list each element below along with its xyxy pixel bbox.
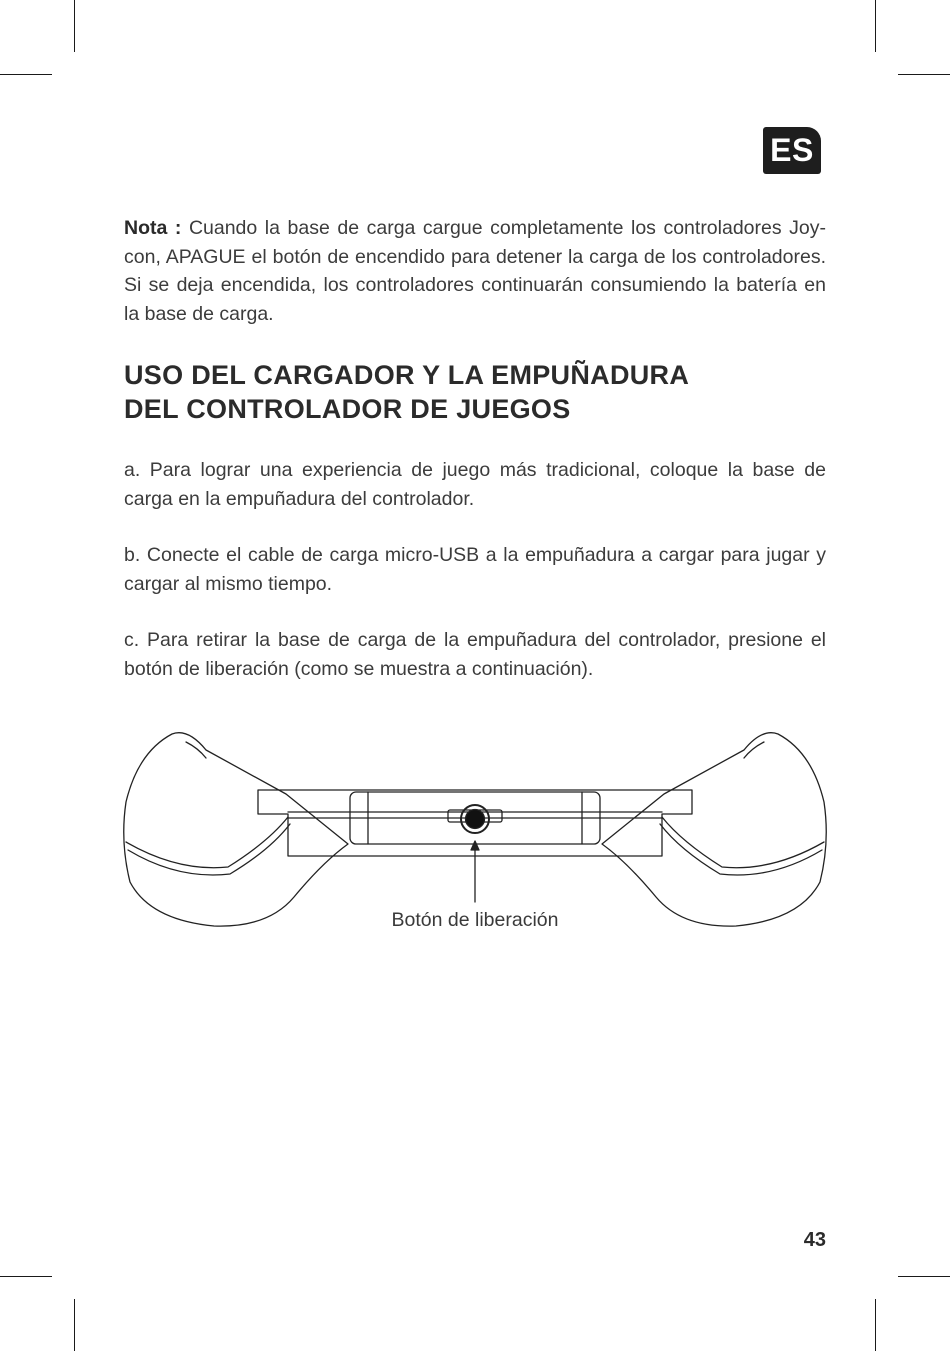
- crop-mark-bottom-left-horizontal: [0, 1276, 52, 1277]
- left-grip: [124, 733, 348, 926]
- page-number: 43: [803, 1229, 826, 1251]
- release-button: [466, 810, 485, 829]
- note-paragraph: [124, 214, 826, 328]
- step-c: c. Para retirar la base de carga de la empuñadura del controlador, presione el botón de liberación (como se muestra a continuación).: [124, 629, 826, 680]
- crop-mark-bottom-right-horizontal: [898, 1276, 950, 1277]
- section-heading-line-1: USO DEL CARGADOR Y LA EMPUÑADURA: [124, 360, 690, 390]
- pointer-arrowhead: [471, 841, 479, 850]
- section-heading-line-2: DEL CONTROLADOR DE JUEGOS: [124, 394, 571, 424]
- note-label: Nota :: [124, 217, 182, 239]
- step-b: b. Conecte el cable de carga micro-USB a la empuñadura a cargar para jugar y cargar al mismo tiempo.: [124, 544, 826, 595]
- step-a: a. Para lograr una experiencia de juego más tradicional, coloque la base de carga en la empuñadura del controlador.: [124, 459, 826, 510]
- section-heading: [124, 358, 826, 426]
- crop-mark-top-left-vertical: [74, 0, 75, 52]
- crop-mark-top-right-horizontal: [898, 74, 950, 75]
- crop-mark-bottom-left-vertical: [74, 1299, 75, 1351]
- crop-mark-top-left-horizontal: [0, 74, 52, 75]
- steps-list: [124, 456, 826, 683]
- language-badge: ES: [763, 127, 821, 174]
- figure-caption: Botón de liberación: [391, 909, 559, 931]
- page-content: [124, 214, 826, 711]
- crop-mark-bottom-right-vertical: [875, 1299, 876, 1351]
- crop-mark-top-right-vertical: [875, 0, 876, 52]
- right-grip: [602, 733, 826, 926]
- note-text: Cuando la base de carga cargue completamente los controladores Joy-con, APAGUE el botón de encendido para detener la carga de los controladores. Si se deja encendida, los controladores continuarán consumiendo la batería en la base de carga.: [124, 217, 827, 325]
